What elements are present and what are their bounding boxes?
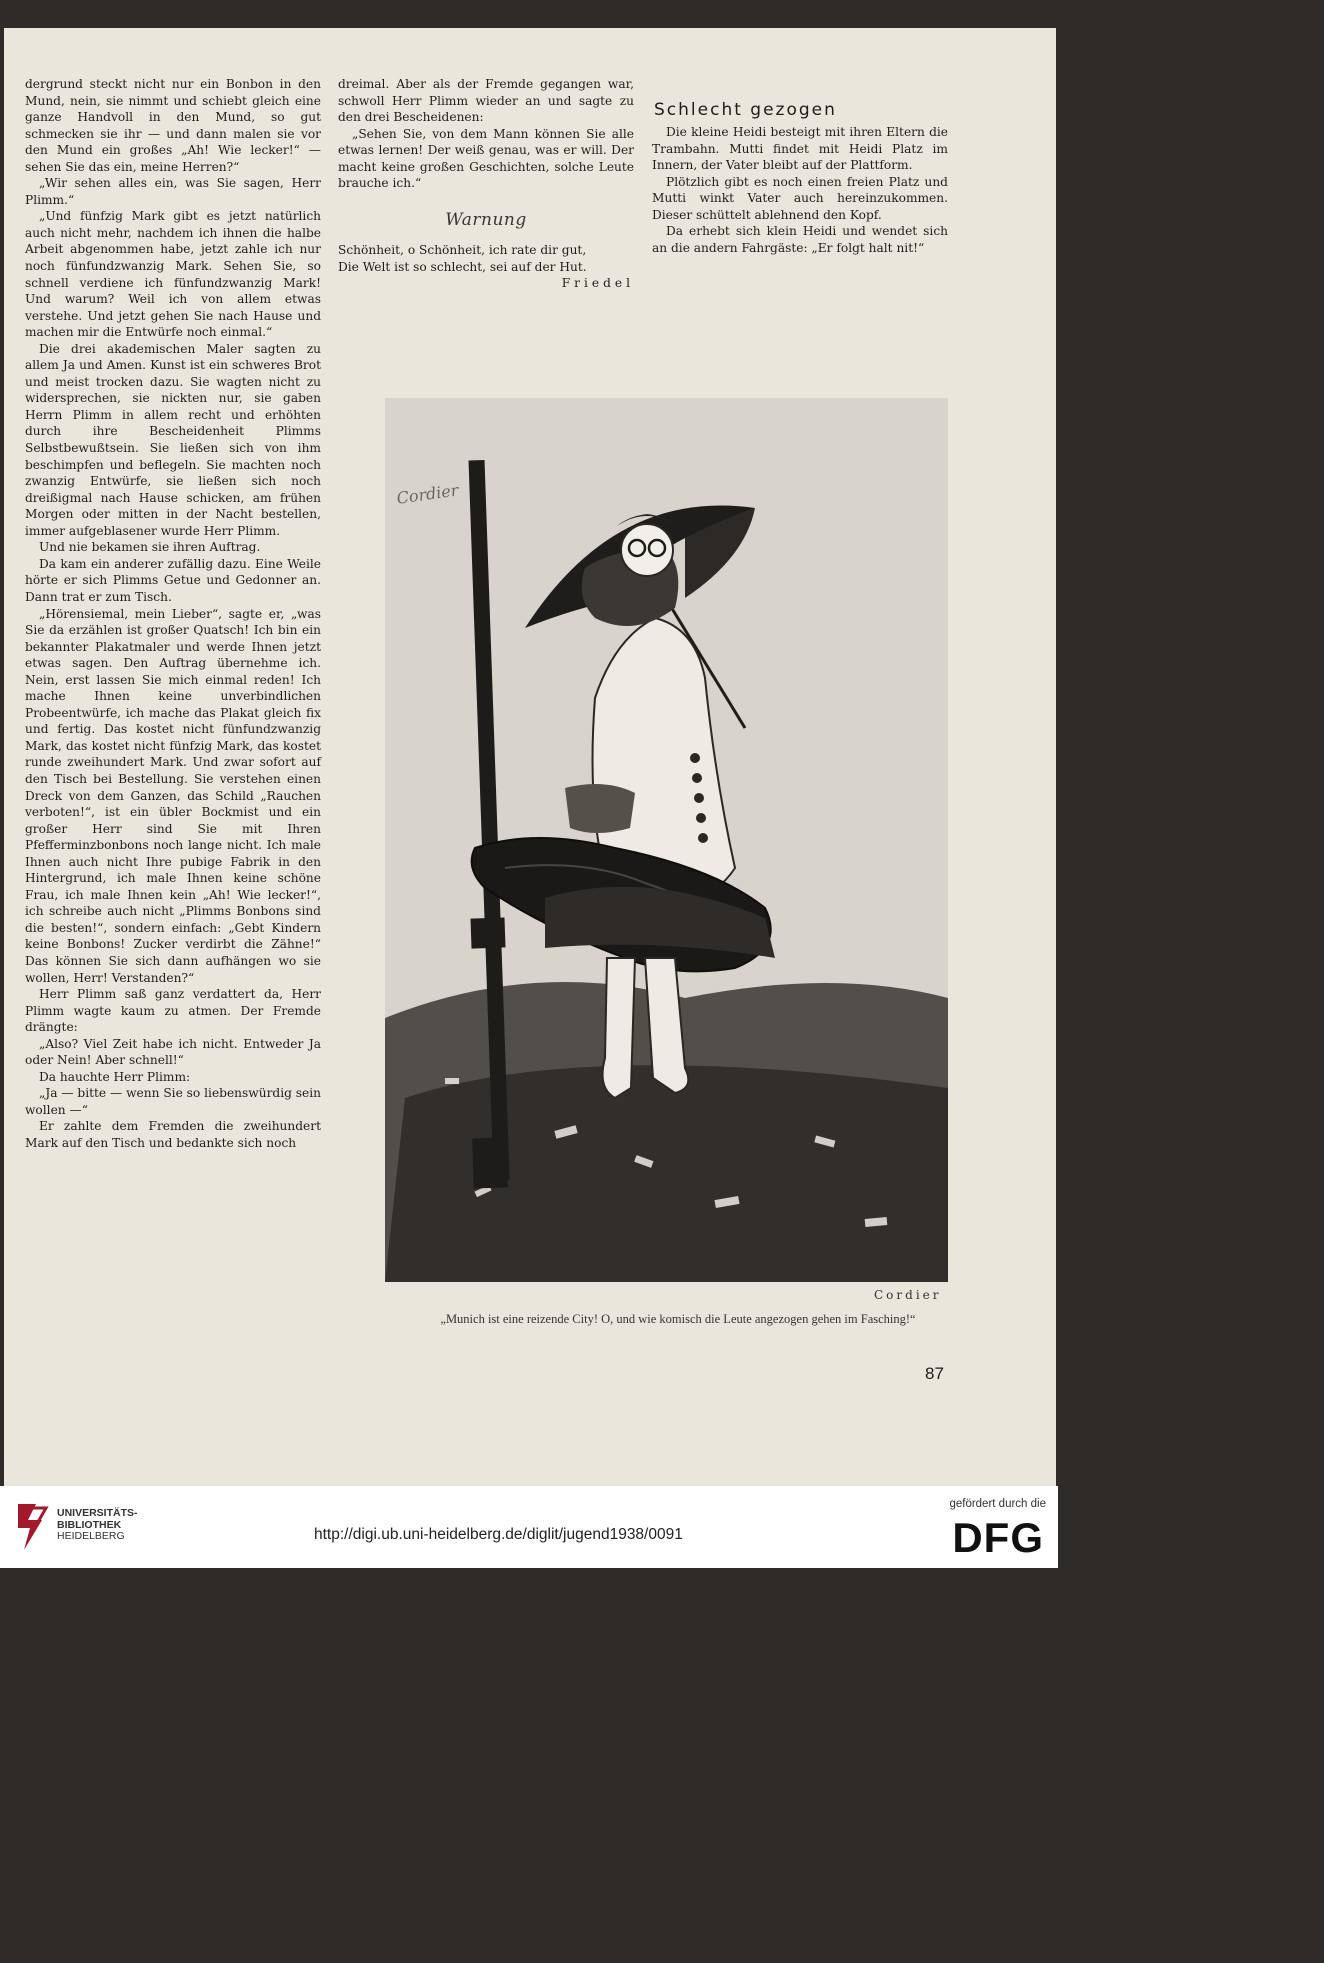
paragraph: Die drei akademischen Maler sagten zu allem Ja und Amen. Kunst ist ein schweres Brot und meist trocken dazu. Sie wagten nicht zu widersprechen, sie nickten nur, sie gaben Herrn Plimm in allem recht und erhöhten durch ihre Bescheidenheit Plimms Selbstbewußtsein. Sie ließen sich von ihm beschimpfen und beflegeln. Sie machten noch zwanzig Entwürfe, sie ließen sich noch dreißigmal nach Hause schicken, am frühen Morgen oder mitten in der Nacht bestellen, immer aufgeblasener wurde Herr Plimm. [25, 341, 321, 538]
university-library-logo-icon [14, 1500, 52, 1554]
illustration-drawing [385, 398, 948, 1282]
paragraph: „Hörensiemal, mein Lieber“, sagte er, „was Sie da erzählen ist großer Quatsch! Ich bin ein bekannter Plakatmaler und werde Ihnen jetzt etwas sagen. Den Auftrag übernehme ich. Nein, erst lassen Sie mich einmal reden! Ich mache Ihnen keine unverbindlichen Probeentwürfe, ich mache das Plakat gleich fix und fertig. Das kostet nicht fünfundzwanzig Mark, das kostet nicht fünfzig Mark, das kostet runde zweihundert Mark. Und zwar sofort auf den Tisch bei Bestellung. Sie verstehen einen Dreck von dem Ganzen, das Schild „Rauchen verboten!“, ist ein übler Bockmist und ein großer Herr sind Sie mit Ihren Pfefferminzbonbons noch lange nicht. Ich male Ihnen auch nicht Ihre pubige Fabrik in den Hintergrund, ich male Ihnen keine schöne Frau, ich male Ihnen kein „Ah! Wie lecker!“, ich schreibe auch nicht „Plimms Bonbons sind die besten!“, sondern einfach: „Gebt Kindern keine Bonbons! Zucker verdirbt die Zähne!“ Das können Sie sich dann aufhängen wo sie wollen, Herr! Verstanden?“ [25, 606, 321, 985]
paragraph: Da hauchte Herr Plimm: [39, 1069, 191, 1084]
text-column-right [652, 124, 948, 256]
magazine-page [4, 28, 1056, 1486]
poem-line: Die Welt ist so schlecht, sei auf der Hut. [338, 259, 587, 274]
paragraph: dergrund steckt nicht nur ein Bonbon in den Mund, nein, sie nimmt und schiebt gleich eine ganze Handvoll in den Mund, so gut schmecken sie ihr — und dann malen sie vor den Mund ein großes „Ah! Wie lecker!“ — sehen Sie das ein, meine Herren?“ [25, 77, 321, 174]
paragraph: Da erhebt sich klein Heidi und wendet sich an die andern Fahrgäste: „Er folgt halt nit!“ [652, 224, 948, 255]
library-line: HEIDELBERG [57, 1530, 125, 1542]
paragraph: „Ja — bitte — wenn Sie so liebenswürdig sein wollen —“ [25, 1086, 321, 1117]
poem-signature: Friedel [561, 276, 634, 291]
poem-line: Schönheit, o Schönheit, ich rate dir gut, [338, 243, 587, 258]
paragraph: Plötzlich gibt es noch einen freien Platz und Mutti winkt Vater auch hereinzukommen. Dieser schüttelt ablehnend den Kopf. [652, 174, 948, 222]
sketch-signature: Cordier [395, 480, 460, 508]
text-column-left [25, 76, 321, 1152]
paragraph: Da kam ein anderer zufällig dazu. Eine Weile hörte er sich Plimms Getue und Gedonner an. Dann trat er zum Tisch. [25, 556, 321, 604]
caption-artist: Cordier [874, 1288, 942, 1302]
paragraph: „Wir sehen alles ein, was Sie sagen, Herr Plimm.“ [25, 176, 321, 207]
paragraph: „Und fünfzig Mark gibt es jetzt natürlich auch nicht mehr, nachdem ich ihnen die halbe Arbeit abgenommen habe, jetzt zahle ich nur noch fünfundzwanzig Mark. Sehen Sie, so schnell verdiene ich fünfundzwanzig Mark! Und warum? Weil ich von allem etwas verstehe. Und jetzt gehen Sie nach Hause und machen mir die Entwürfe noch einmal.“ [25, 209, 321, 340]
library-line: BIBLIOTHEK [57, 1518, 122, 1531]
paragraph: „Sehen Sie, von dem Mann können Sie alle etwas lernen! Der weiß genau, was er will. Der macht keine großen Geschichten, solche Leute brauche ich.“ [338, 126, 634, 191]
page-number: 87 [925, 1364, 944, 1383]
funding-note: gefördert durch die [949, 1498, 1046, 1510]
paragraph: Und nie bekamen sie ihren Auftrag. [39, 540, 261, 555]
illustration [385, 398, 948, 1282]
footer-bar [0, 1486, 1058, 1568]
paragraph: Herr Plimm saß ganz verdattert da, Herr Plimm wagte kaum zu atmen. Der Fremde drängte: [25, 987, 321, 1035]
text-column-middle [338, 76, 634, 292]
paragraph: Er zahlte dem Fremden die zweihundert Mark auf den Tisch und bedankte sich noch [25, 1119, 321, 1150]
dfg-logo: DFG [952, 1514, 1044, 1561]
poem-title: Warnung [445, 209, 527, 230]
paragraph: dreimal. Aber als der Fremde gegangen war, schwoll Herr Plimm wieder an und sagte zu den drei Bescheidenen: [338, 77, 634, 125]
illustration-caption: „Munich ist eine reizende City! O, und wie komisch die Leute angezogen gehen im Fasching!“ [440, 1312, 916, 1326]
paragraph: „Also? Viel Zeit habe ich nicht. Entweder Ja oder Nein! Aber schnell!“ [25, 1036, 321, 1068]
library-line: UNIVERSITÄTS- [57, 1507, 138, 1519]
source-url-link[interactable]: http://digi.ub.uni-heidelberg.de/diglit/jugend1938/0091 [314, 1526, 683, 1543]
section-title: Schlecht gezogen [654, 100, 837, 120]
paragraph: Die kleine Heidi besteigt mit ihren Eltern die Trambahn. Mutti findet mit Heidi Platz im Innern, der Vater bleibt auf der Plattform. [652, 125, 948, 173]
library-name [57, 1508, 138, 1543]
